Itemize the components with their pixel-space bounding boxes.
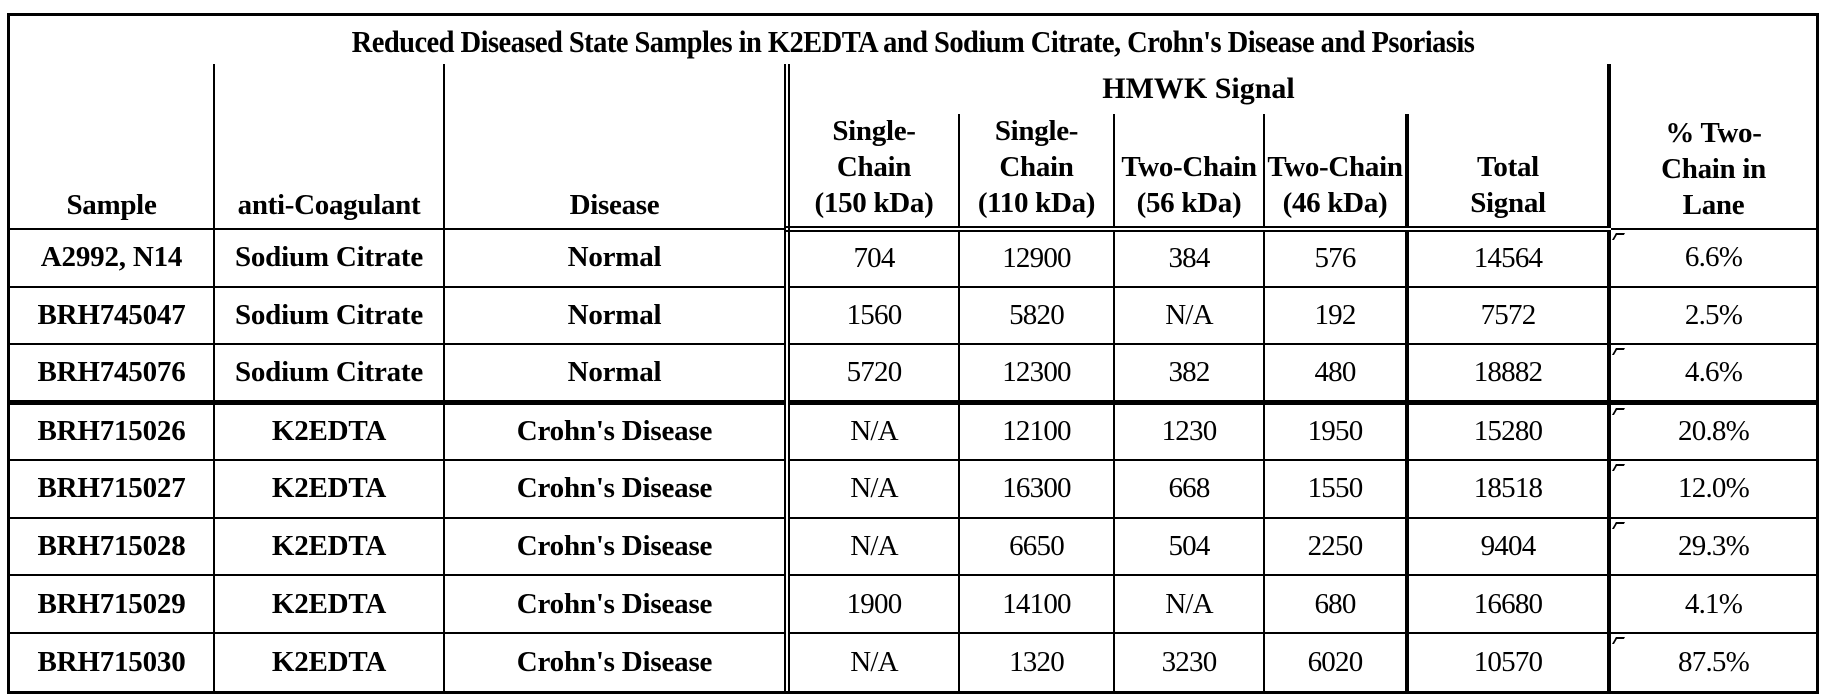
column-header-two-chain-56: Two-Chain (56 kDa) xyxy=(1114,114,1264,229)
cell-total-signal: 18518 xyxy=(1407,460,1609,518)
cell-disease: Crohn's Disease xyxy=(444,402,787,460)
cell-single-chain-110: 5820 xyxy=(959,287,1114,345)
table-row xyxy=(10,575,1816,633)
cell-disease: Crohn's Disease xyxy=(444,633,787,691)
cell-total-signal: 10570 xyxy=(1407,633,1609,691)
column-header-single-chain-110: Single- Chain (110 kDa) xyxy=(959,114,1114,229)
cell-single-chain-110: 6650 xyxy=(959,518,1114,576)
cell-disease: Crohn's Disease xyxy=(444,518,787,576)
table-frame xyxy=(7,13,1819,694)
cell-single-chain-110: 14100 xyxy=(959,575,1114,633)
table-row xyxy=(10,344,1816,402)
cell-single-chain-150: 5720 xyxy=(787,344,959,402)
cell-two-chain-56: 382 xyxy=(1114,344,1264,402)
cell-percent-two-chain: 12.0% xyxy=(1609,460,1816,518)
cell-disease: Normal xyxy=(444,344,787,402)
cell-single-chain-150: N/A xyxy=(787,518,959,576)
cell-percent-two-chain: 20.8% xyxy=(1609,402,1816,460)
cell-percent-two-chain: 87.5% xyxy=(1609,633,1816,691)
cell-anticoagulant: Sodium Citrate xyxy=(214,287,444,345)
cell-total-signal: 14564 xyxy=(1407,229,1609,287)
cell-two-chain-56: N/A xyxy=(1114,287,1264,345)
cell-two-chain-46: 480 xyxy=(1264,344,1407,402)
cell-two-chain-56: 3230 xyxy=(1114,633,1264,691)
cell-total-signal: 18882 xyxy=(1407,344,1609,402)
column-header-total-signal: Total Signal xyxy=(1407,114,1609,229)
cell-two-chain-46: 1950 xyxy=(1264,402,1407,460)
cell-anticoagulant: Sodium Citrate xyxy=(214,229,444,287)
column-header-anticoagulant: anti-Coagulant xyxy=(214,64,444,229)
table-row xyxy=(10,518,1816,576)
cell-two-chain-46: 192 xyxy=(1264,287,1407,345)
cell-two-chain-46: 1550 xyxy=(1264,460,1407,518)
column-header-disease: Disease xyxy=(444,64,787,229)
cell-single-chain-150: N/A xyxy=(787,460,959,518)
cell-two-chain-46: 2250 xyxy=(1264,518,1407,576)
cell-percent-two-chain: 29.3% xyxy=(1609,518,1816,576)
cell-percent-two-chain: 4.1% xyxy=(1609,575,1816,633)
cell-disease: Crohn's Disease xyxy=(444,460,787,518)
cell-sample: BRH745076 xyxy=(10,344,214,402)
cell-single-chain-110: 12900 xyxy=(959,229,1114,287)
cell-percent-two-chain: 6.6% xyxy=(1609,229,1816,287)
cell-single-chain-150: 1900 xyxy=(787,575,959,633)
cell-percent-two-chain: 4.6% xyxy=(1609,344,1816,402)
cell-two-chain-56: 504 xyxy=(1114,518,1264,576)
column-header-percent-two-chain: % Two- Chain in Lane xyxy=(1609,64,1816,229)
cell-single-chain-110: 16300 xyxy=(959,460,1114,518)
cell-two-chain-46: 680 xyxy=(1264,575,1407,633)
cell-single-chain-150: N/A xyxy=(787,402,959,460)
cell-disease: Crohn's Disease xyxy=(444,575,787,633)
cell-two-chain-46: 6020 xyxy=(1264,633,1407,691)
hmwk-signal-table xyxy=(10,16,1816,691)
cell-sample: BRH715027 xyxy=(10,460,214,518)
cell-single-chain-110: 1320 xyxy=(959,633,1114,691)
cell-total-signal: 7572 xyxy=(1407,287,1609,345)
cell-sample: BRH715030 xyxy=(10,633,214,691)
cell-single-chain-110: 12300 xyxy=(959,344,1114,402)
cell-single-chain-150: 1560 xyxy=(787,287,959,345)
column-header-sample: Sample xyxy=(10,64,214,229)
cell-total-signal: 15280 xyxy=(1407,402,1609,460)
cell-single-chain-150: N/A xyxy=(787,633,959,691)
table-row xyxy=(10,287,1816,345)
cell-two-chain-56: N/A xyxy=(1114,575,1264,633)
column-group-hmwk-signal: HMWK Signal xyxy=(787,64,1609,114)
cell-percent-two-chain: 2.5% xyxy=(1609,287,1816,345)
cell-total-signal: 9404 xyxy=(1407,518,1609,576)
cell-sample: BRH715026 xyxy=(10,402,214,460)
cell-two-chain-56: 668 xyxy=(1114,460,1264,518)
cell-two-chain-46: 576 xyxy=(1264,229,1407,287)
table-row xyxy=(10,229,1816,287)
table-row xyxy=(10,633,1816,691)
table-row xyxy=(10,460,1816,518)
table-row xyxy=(10,402,1816,460)
cell-anticoagulant: K2EDTA xyxy=(214,402,444,460)
cell-anticoagulant: K2EDTA xyxy=(214,575,444,633)
cell-total-signal: 16680 xyxy=(1407,575,1609,633)
column-header-single-chain-150: Single- Chain (150 kDa) xyxy=(787,114,959,229)
table-title: Reduced Diseased State Samples in K2EDTA and Sodium Citrate, Crohn's Disease and Psoriasis xyxy=(351,24,1475,59)
cell-disease: Normal xyxy=(444,229,787,287)
cell-anticoagulant: K2EDTA xyxy=(214,633,444,691)
cell-single-chain-110: 12100 xyxy=(959,402,1114,460)
cell-sample: BRH715028 xyxy=(10,518,214,576)
cell-two-chain-56: 1230 xyxy=(1114,402,1264,460)
cell-two-chain-56: 384 xyxy=(1114,229,1264,287)
cell-anticoagulant: Sodium Citrate xyxy=(214,344,444,402)
cell-sample: BRH745047 xyxy=(10,287,214,345)
cell-anticoagulant: K2EDTA xyxy=(214,518,444,576)
cell-disease: Normal xyxy=(444,287,787,345)
cell-sample: A2992, N14 xyxy=(10,229,214,287)
cell-single-chain-150: 704 xyxy=(787,229,959,287)
cell-sample: BRH715029 xyxy=(10,575,214,633)
cell-anticoagulant: K2EDTA xyxy=(214,460,444,518)
column-header-two-chain-46: Two-Chain (46 kDa) xyxy=(1264,114,1407,229)
